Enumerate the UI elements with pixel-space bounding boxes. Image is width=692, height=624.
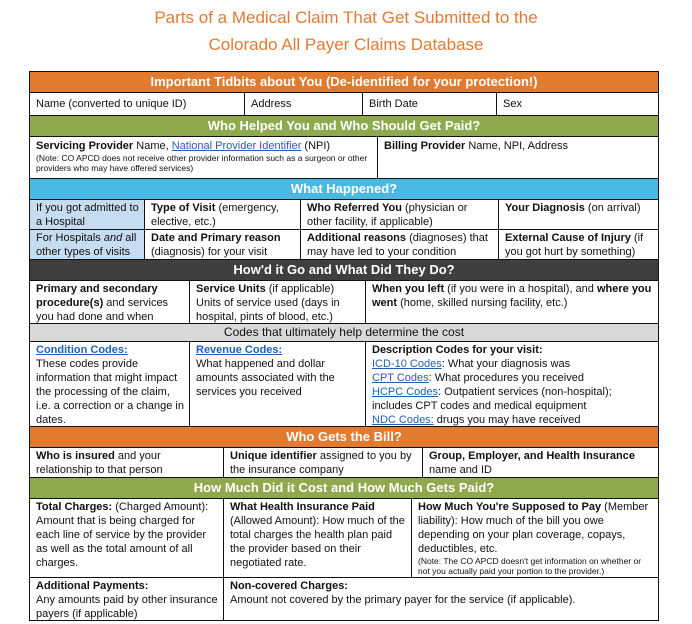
description-codes-cell <box>366 342 658 426</box>
when-left-mid: (if you were in a hospital), and <box>444 283 597 295</box>
all-visits-row <box>30 230 658 260</box>
date-reason-cell <box>145 230 301 259</box>
additional-payments-cell <box>30 578 224 620</box>
unique-id-label: Unique identifier <box>230 450 317 462</box>
billing-provider-label: Billing Provider <box>384 140 466 152</box>
name-cell: Name (converted to unique ID) <box>30 93 245 115</box>
all-visits-cell <box>30 230 145 259</box>
additional-reasons-cell <box>301 230 499 259</box>
additional-reasons-label: Additional reasons <box>307 232 407 244</box>
revenue-codes-cell <box>190 342 366 426</box>
external-cause-text: (if you got hurt by something) <box>505 232 644 258</box>
section-header-cost: How Much Did it Cost and How Much Gets Paid? <box>30 478 658 499</box>
insured-cell <box>30 448 224 477</box>
servicing-provider-npi: (NPI) <box>301 140 331 152</box>
external-cause-cell <box>499 230 658 259</box>
group-employer-label: Group, Employer, and Health Insurance <box>429 450 635 462</box>
revenue-codes-text: What happened and dollar amounts associated with the services you received <box>196 358 335 398</box>
external-cause-label: External Cause of Injury <box>505 232 631 244</box>
insurance-paid-label: What Health Insurance Paid <box>230 501 375 513</box>
unique-id-cell <box>224 448 423 477</box>
additional-payments-text: Any amounts paid by other insurance payers (if applicable) <box>36 594 218 620</box>
ndc-text: drugs you may have received <box>433 414 581 426</box>
npi-link[interactable]: National Provider Identifier <box>171 140 302 152</box>
where-went-text: (home, skilled nursing facility, etc.) <box>397 297 568 309</box>
unique-id-text: assigned to you by the insurance company <box>230 450 412 476</box>
providers-row <box>30 137 658 179</box>
bill-row <box>30 448 658 478</box>
condition-codes-text: These codes provide information that might impact the processing of the claim, i.e. a correction or a change in dates. <box>36 358 184 426</box>
ndc-link[interactable]: NDC Codes: <box>372 414 434 426</box>
you-pay-note: (Note: The CO APCD doesn't get information on whether or not you actually paid your portion to the provider.) <box>418 556 642 576</box>
referred-text: (physician or other facility, if applicable) <box>307 202 468 228</box>
all-visits-text-b: all other types of visits <box>36 232 137 258</box>
billing-provider-cell <box>378 137 658 178</box>
section-header-what-they-did: How'd it Go and What Did They Do? <box>30 260 658 281</box>
servicing-provider-note: (Note: CO APCD does not receive other provider information such as a surgeon or other providers who may have offered services) <box>36 153 368 173</box>
servicing-provider-cell <box>30 137 378 178</box>
icd10-text: : What your diagnosis was <box>441 358 571 370</box>
date-reason-label: Date and Primary reason <box>151 232 281 244</box>
total-charges-cell <box>30 499 224 577</box>
section-header-who-gets-bill: Who Gets the Bill? <box>30 427 658 448</box>
you-pay-text: (Member liability): How much of the bill you owe depending on your plan coverage, copays, deductibles, etc. <box>418 501 649 555</box>
hospital-row <box>30 200 658 230</box>
procedures-label: Primary and secondary procedure(s) <box>36 283 158 309</box>
insurance-paid-text: (Allowed Amount): How much of the total charges the health plan paid the provider based on their negotiated rate. <box>230 515 405 569</box>
additional-reasons-text: (diagnoses) that may have led to your condition <box>307 232 488 258</box>
section-header-providers: Who Helped You and Who Should Get Paid? <box>30 116 658 137</box>
when-left-cell <box>366 281 658 323</box>
procedures-row <box>30 281 658 324</box>
billing-provider-text: Name, NPI, Address <box>465 140 569 152</box>
about-you-row <box>30 93 658 116</box>
diagnosis-text: (on arrival) <box>584 202 641 214</box>
revenue-codes-link[interactable]: Revenue Codes: <box>196 344 283 356</box>
sex-cell: Sex <box>503 98 522 110</box>
non-covered-label: Non-covered Charges: <box>230 580 348 592</box>
condition-codes-cell <box>30 342 190 426</box>
type-of-visit-cell <box>145 200 301 229</box>
title-line-2: Colorado All Payer Claims Database <box>208 35 484 54</box>
claim-table <box>29 71 659 621</box>
referred-cell <box>301 200 499 229</box>
cpt-text: : What procedures you received <box>428 372 584 384</box>
total-charges-text: (Charged Amount): Amount that is being charged for each line of service by the provider as well as the total amount of all charges. <box>36 501 209 569</box>
service-units-label: Service Units <box>196 283 266 295</box>
diagnosis-label: Your Diagnosis <box>505 202 585 214</box>
hospital-cell: If you got admitted to a Hospital <box>30 200 145 229</box>
procedures-cell <box>30 281 190 323</box>
you-pay-cell <box>412 499 658 577</box>
non-covered-cell <box>224 578 658 620</box>
condition-codes-link[interactable]: Condition Codes: <box>36 344 128 356</box>
group-employer-text: name and ID <box>429 464 492 476</box>
diagnosis-cell <box>499 200 658 229</box>
insured-label: Who is insured <box>36 450 115 462</box>
type-of-visit-label: Type of Visit <box>151 202 216 214</box>
you-pay-label: How Much You're Supposed to Pay <box>418 501 602 513</box>
where-went-label: where you went <box>372 283 652 309</box>
all-visits-and: and <box>103 232 123 244</box>
insured-text: and your relationship to that person <box>36 450 163 476</box>
icd10-link[interactable]: ICD-10 Codes <box>372 358 442 370</box>
section-header-about-you: Important Tidbits about You (De-identified for your protection!) <box>30 72 658 93</box>
non-covered-text: Amount not covered by the primary payer for the service (if applicable). <box>230 594 576 606</box>
codes-row <box>30 342 658 427</box>
insurance-paid-cell <box>224 499 412 577</box>
section-header-what-happened: What Happened? <box>30 179 658 200</box>
type-of-visit-text: (emergency, elective, etc.) <box>151 202 279 228</box>
servicing-provider-label: Servicing Provider <box>36 140 134 152</box>
page-title <box>0 4 692 58</box>
address-cell: Address <box>245 93 363 115</box>
when-left-label: When you left <box>372 283 445 295</box>
other-payments-row <box>30 578 658 620</box>
birth-date-cell: Birth Date <box>363 93 497 115</box>
service-units-cell <box>190 281 366 323</box>
hcpc-link[interactable]: HCPC Codes <box>372 386 439 398</box>
service-units-text: (if applicable) Units of service used (days in hospital, pints of blood, etc.) <box>196 283 340 323</box>
section-header-codes: Codes that ultimately help determine the cost <box>30 324 658 342</box>
referred-label: Who Referred You <box>307 202 402 214</box>
procedures-text: and services you had done and when <box>36 297 169 323</box>
title-line-1: Parts of a Medical Claim That Get Submitted to the <box>154 8 538 27</box>
servicing-provider-text: Name, <box>133 140 172 152</box>
additional-payments-label: Additional Payments: <box>36 580 149 592</box>
all-visits-text-a: For Hospitals <box>36 232 104 244</box>
group-employer-cell <box>423 448 658 477</box>
date-reason-text: (diagnosis) for your visit <box>151 246 268 258</box>
cost-row <box>30 499 658 578</box>
description-codes-title: Description Codes for your visit: <box>372 344 543 356</box>
hcpc-text: : Outpatient services (non-hospital); includes CPT codes and medical equipment <box>372 386 612 412</box>
total-charges-label: Total Charges: <box>36 501 113 513</box>
cpt-link[interactable]: CPT Codes <box>372 372 429 384</box>
